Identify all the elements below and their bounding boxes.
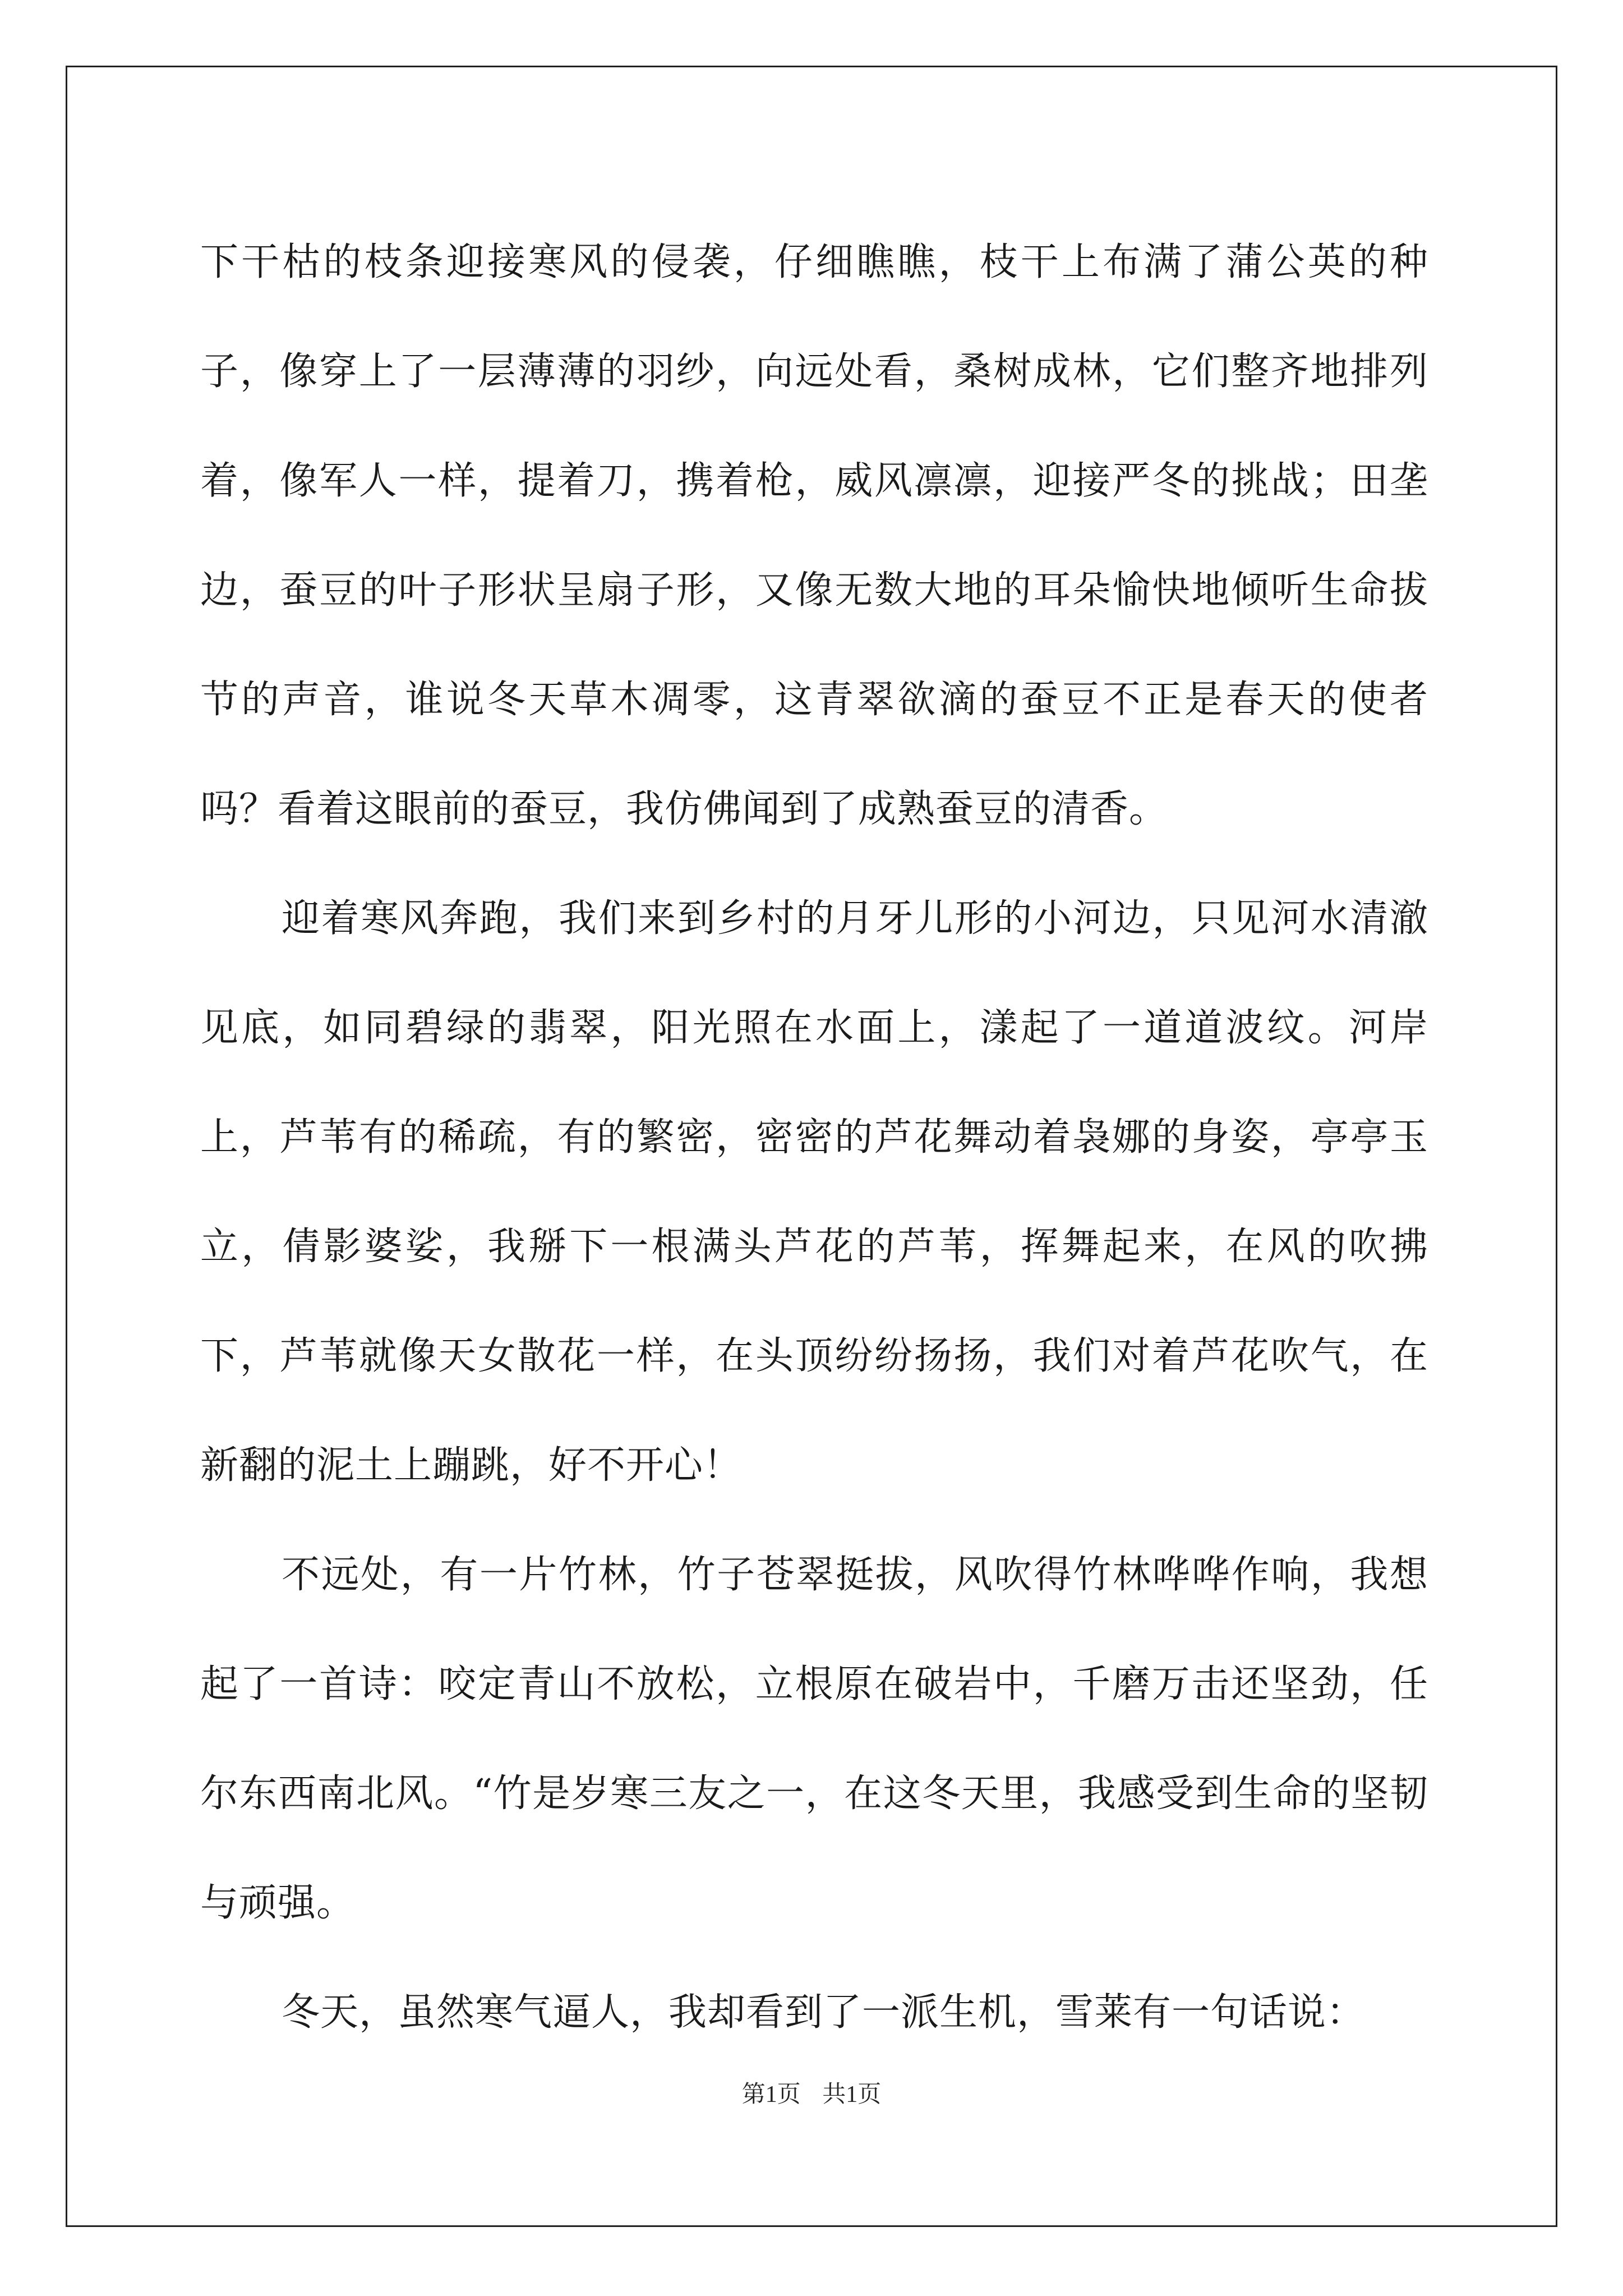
paragraph-2: 迎着寒风奔跑，我们来到乡村的月牙儿形的小河边，只见河水清澈见底，如同碧绿的翡翠，阳光照在水面上，漾起了一道道波纹。河岸上，芦苇有的稀疏，有的繁密，密密的芦花舞动着袅娜的身姿，亭亭玉立，倩影婆娑，我掰下一根满头芦花的芦苇，挥舞起来，在风的吹拂下，芦苇就像天女散花一样，在头顶纷纷扬扬，我们对着芦花吹气，在新翻的泥土上蹦跳，好不开心！ [200, 896, 1428, 1488]
document-body [200, 208, 1428, 2067]
page-number: 第1页 [741, 2082, 801, 2108]
paragraph-4: 冬天，虽然寒气逼人，我却看到了一派生机，雪莱有一句话说： [282, 1990, 1366, 2035]
paragraph-1: 下干枯的枝条迎接寒风的侵袭，仔细瞧瞧，枝干上布满了蒲公英的种子，像穿上了一层薄薄的羽纱，向远处看，桑树成林，它们整齐地排列着，像军人一样，提着刀，携着枪，威风凛凛，迎接严冬的挑战；田垄边，蚕豆的叶子形状呈扇子形，又像无数大地的耳朵愉快地倾听生命拔节的声音，谁说冬天草木凋零，这青翠欲滴的蚕豆不正是春天的使者吗？看着这眼前的蚕豆，我仿佛闻到了成熟蚕豆的清香。 [200, 240, 1428, 831]
paragraph-3: 不远处，有一片竹林，竹子苍翠挺拔，风吹得竹林哗哗作响，我想起了一首诗：咬定青山不放松，立根原在破岩中，千磨万击还坚劲，任尔东西南北风。“竹是岁寒三友之一，在这冬天里，我感受到生命的坚韧与顽强。 [200, 1553, 1428, 1925]
page-total: 共1页 [822, 2082, 882, 2108]
page-footer [0, 2076, 1623, 2109]
